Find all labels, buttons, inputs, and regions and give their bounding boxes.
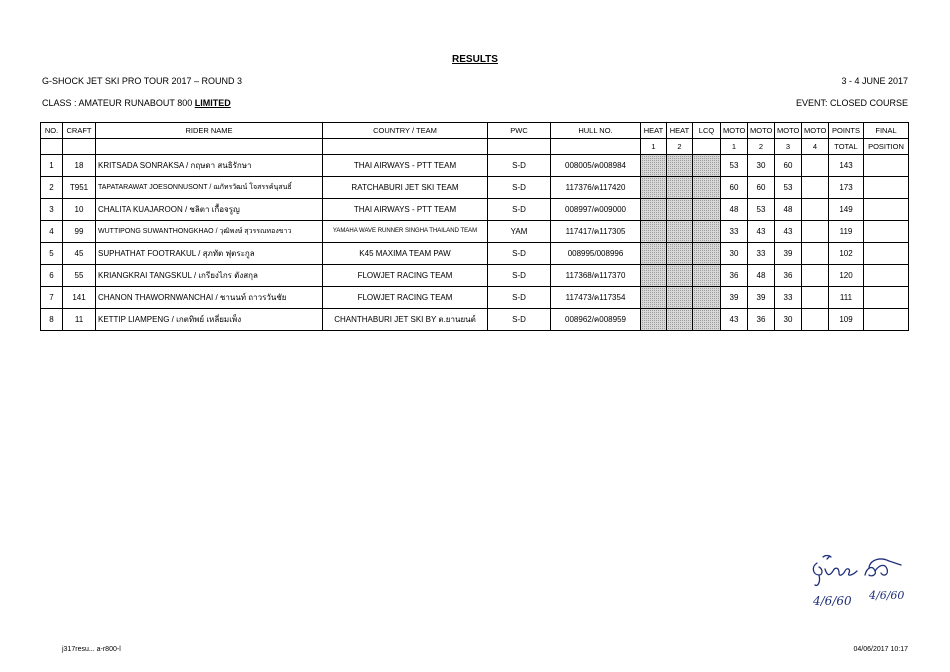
cell-no: 2	[41, 177, 63, 199]
cell-moto-4	[802, 221, 829, 243]
cell-moto-4	[802, 309, 829, 331]
cell-moto-3: 43	[775, 221, 802, 243]
cell-moto-3: 30	[775, 309, 802, 331]
col-moto-1-num: 1	[721, 139, 748, 155]
col-heat-1-num: 1	[641, 139, 667, 155]
cell-team: YAMAHA WAVE RUNNER SINGHA THAILAND TEAM	[323, 221, 488, 243]
class-prefix: CLASS : AMATEUR RUNABOUT 800	[42, 98, 195, 108]
cell-moto-2: 43	[748, 221, 775, 243]
cell-rider: KRIANGKRAI TANGSKUL / เกรียงไกร ตังสกุล	[96, 265, 323, 287]
cell-moto-4	[802, 287, 829, 309]
col-rider: RIDER NAME	[96, 123, 323, 139]
cell-lcq	[693, 155, 721, 177]
cell-no: 3	[41, 199, 63, 221]
cell-moto-1: 39	[721, 287, 748, 309]
table-row	[41, 199, 909, 221]
cell-moto-2: 60	[748, 177, 775, 199]
cell-no: 5	[41, 243, 63, 265]
table-row	[41, 177, 909, 199]
col-moto-3: MOTO	[775, 123, 802, 139]
cell-heat-1	[641, 221, 667, 243]
cell-moto-3: 39	[775, 243, 802, 265]
cell-pwc: S-D	[488, 287, 551, 309]
cell-heat-2	[667, 287, 693, 309]
cell-final	[864, 155, 909, 177]
cell-moto-1: 53	[721, 155, 748, 177]
col-heat-2-num: 2	[667, 139, 693, 155]
col-points: POINTS	[829, 123, 864, 139]
cell-lcq	[693, 309, 721, 331]
col-moto-4-num: 4	[802, 139, 829, 155]
cell-moto-2: 33	[748, 243, 775, 265]
cell-moto-1: 43	[721, 309, 748, 331]
cell-moto-4	[802, 243, 829, 265]
event-type: EVENT: CLOSED COURSE	[795, 98, 908, 108]
cell-heat-2	[667, 221, 693, 243]
event-name: G-SHOCK JET SKI PRO TOUR 2017 – ROUND 3	[42, 76, 243, 86]
cell-moto-1: 30	[721, 243, 748, 265]
col-moto-2-num: 2	[748, 139, 775, 155]
table-row	[41, 287, 909, 309]
page-title: RESULTS	[452, 54, 498, 65]
cell-heat-1	[641, 287, 667, 309]
col-hull: HULL NO.	[551, 123, 641, 139]
cell-heat-2	[667, 309, 693, 331]
cell-hull: 117473/ค117354	[551, 287, 641, 309]
cell-heat-1	[641, 155, 667, 177]
cell-rider: KRITSADA SONRAKSA / กฤษดา สนธิรักษา	[96, 155, 323, 177]
cell-heat-2	[667, 177, 693, 199]
cell-craft: 99	[63, 221, 96, 243]
cell-hull: 008997/ค009000	[551, 199, 641, 221]
cell-total: 120	[829, 265, 864, 287]
cell-pwc: S-D	[488, 177, 551, 199]
cell-craft: 18	[63, 155, 96, 177]
class-limited: LIMITED	[194, 98, 231, 108]
cell-craft: 141	[63, 287, 96, 309]
cell-final	[864, 221, 909, 243]
cell-moto-1: 48	[721, 199, 748, 221]
cell-total: 149	[829, 199, 864, 221]
cell-pwc: S-D	[488, 265, 551, 287]
cell-team: CHANTHABURI JET SKI BY ต.ยานยนต์	[323, 309, 488, 331]
col-lcq: LCQ	[693, 123, 721, 139]
signature-date-left: 4/6/60	[813, 594, 852, 608]
cell-final	[864, 243, 909, 265]
cell-no: 4	[41, 221, 63, 243]
cell-lcq	[693, 177, 721, 199]
cell-total: 173	[829, 177, 864, 199]
col-craft: CRAFT	[63, 123, 96, 139]
cell-team: RATCHABURI JET SKI TEAM	[323, 177, 488, 199]
cell-moto-2: 53	[748, 199, 775, 221]
cell-hull: 008995/008996	[551, 243, 641, 265]
cell-no: 7	[41, 287, 63, 309]
cell-lcq	[693, 265, 721, 287]
results-table	[40, 122, 909, 331]
cell-moto-3: 60	[775, 155, 802, 177]
cell-heat-1	[641, 199, 667, 221]
cell-moto-3: 48	[775, 199, 802, 221]
cell-moto-4	[802, 265, 829, 287]
cell-rider: KETTIP LIAMPENG / เกตทิพย์ เหลี่ยมเพ็ง	[96, 309, 323, 331]
cell-heat-2	[667, 265, 693, 287]
col-position: POSITION	[864, 139, 909, 155]
cell-final	[864, 177, 909, 199]
cell-heat-1	[641, 309, 667, 331]
cell-team: THAI AIRWAYS - PTT TEAM	[323, 155, 488, 177]
col-heat-2: HEAT	[667, 123, 693, 139]
col-heat-1: HEAT	[641, 123, 667, 139]
cell-moto-2: 30	[748, 155, 775, 177]
table-row	[41, 243, 909, 265]
cell-heat-2	[667, 243, 693, 265]
cell-total: 143	[829, 155, 864, 177]
cell-heat-2	[667, 155, 693, 177]
cell-moto-1: 33	[721, 221, 748, 243]
table-row	[41, 309, 909, 331]
cell-lcq	[693, 243, 721, 265]
col-moto-3-num: 3	[775, 139, 802, 155]
cell-hull: 117368/ค117370	[551, 265, 641, 287]
cell-lcq	[693, 199, 721, 221]
cell-hull: 008962/ค008959	[551, 309, 641, 331]
cell-craft: 45	[63, 243, 96, 265]
header-row-1	[41, 123, 909, 139]
cell-no: 8	[41, 309, 63, 331]
cell-moto-4	[802, 155, 829, 177]
header-row-2	[41, 139, 909, 155]
cell-final	[864, 287, 909, 309]
cell-team: K45 MAXIMA TEAM PAW	[323, 243, 488, 265]
cell-moto-3: 33	[775, 287, 802, 309]
signature-date-right: 4/6/60	[869, 589, 905, 602]
col-moto-1: MOTO	[721, 123, 748, 139]
cell-moto-4	[802, 199, 829, 221]
cell-moto-2: 39	[748, 287, 775, 309]
cell-team: FLOWJET RACING TEAM	[323, 265, 488, 287]
cell-total: 109	[829, 309, 864, 331]
cell-craft: 10	[63, 199, 96, 221]
cell-moto-3: 36	[775, 265, 802, 287]
cell-rider: CHANON THAWORNWANCHAI / ชานนท์ ถาวรวันชัย	[96, 287, 323, 309]
cell-rider: CHALITA KUAJAROON / ชลิตา เกื้อจรูญ	[96, 199, 323, 221]
cell-moto-1: 36	[721, 265, 748, 287]
cell-moto-1: 60	[721, 177, 748, 199]
cell-no: 1	[41, 155, 63, 177]
event-date: 3 - 4 JUNE 2017	[841, 76, 908, 86]
cell-hull: 117417/ค117305	[551, 221, 641, 243]
cell-craft: 55	[63, 265, 96, 287]
cell-craft: T951	[63, 177, 96, 199]
cell-moto-3: 53	[775, 177, 802, 199]
table-row	[41, 221, 909, 243]
col-final: FINAL	[864, 123, 909, 139]
cell-hull: 117376/ค117420	[551, 177, 641, 199]
cell-rider: SUPHATHAT FOOTRAKUL / สุภทัต ฟุตระกูล	[96, 243, 323, 265]
cell-team: FLOWJET RACING TEAM	[323, 287, 488, 309]
cell-final	[864, 309, 909, 331]
cell-final	[864, 265, 909, 287]
class-line	[42, 98, 231, 108]
table-row	[41, 155, 909, 177]
footer-timestamp: 04/06/2017 10:17	[853, 646, 908, 653]
cell-total: 119	[829, 221, 864, 243]
col-moto-2: MOTO	[748, 123, 775, 139]
cell-pwc: S-D	[488, 155, 551, 177]
col-moto-4: MOTO	[802, 123, 829, 139]
cell-moto-2: 48	[748, 265, 775, 287]
col-team: COUNTRY / TEAM	[323, 123, 488, 139]
cell-moto-4	[802, 177, 829, 199]
cell-total: 111	[829, 287, 864, 309]
cell-no: 6	[41, 265, 63, 287]
cell-lcq	[693, 221, 721, 243]
cell-heat-2	[667, 199, 693, 221]
cell-craft: 11	[63, 309, 96, 331]
cell-lcq	[693, 287, 721, 309]
cell-moto-2: 36	[748, 309, 775, 331]
cell-heat-1	[641, 243, 667, 265]
cell-rider: WUTTIPONG SUWANTHONGKHAO / วุฒิพงษ์ สุวรรณทองขาว	[96, 221, 323, 243]
cell-heat-1	[641, 177, 667, 199]
cell-final	[864, 199, 909, 221]
cell-heat-1	[641, 265, 667, 287]
cell-pwc: S-D	[488, 199, 551, 221]
col-no: NO.	[41, 123, 63, 139]
cell-hull: 008005/ค008984	[551, 155, 641, 177]
footer-file-ref: j317resu... a-r800-l	[62, 646, 121, 653]
col-total: TOTAL	[829, 139, 864, 155]
cell-total: 102	[829, 243, 864, 265]
cell-rider: TAPATARAWAT JOESONNUSONT / ฌภัทรวัฒน์ โจสรรค์นุสนธิ์	[96, 177, 323, 199]
cell-pwc: YAM	[488, 221, 551, 243]
handwritten-signature	[805, 545, 915, 615]
table-row	[41, 265, 909, 287]
cell-pwc: S-D	[488, 309, 551, 331]
col-pwc: PWC	[488, 123, 551, 139]
cell-pwc: S-D	[488, 243, 551, 265]
cell-team: THAI AIRWAYS - PTT TEAM	[323, 199, 488, 221]
